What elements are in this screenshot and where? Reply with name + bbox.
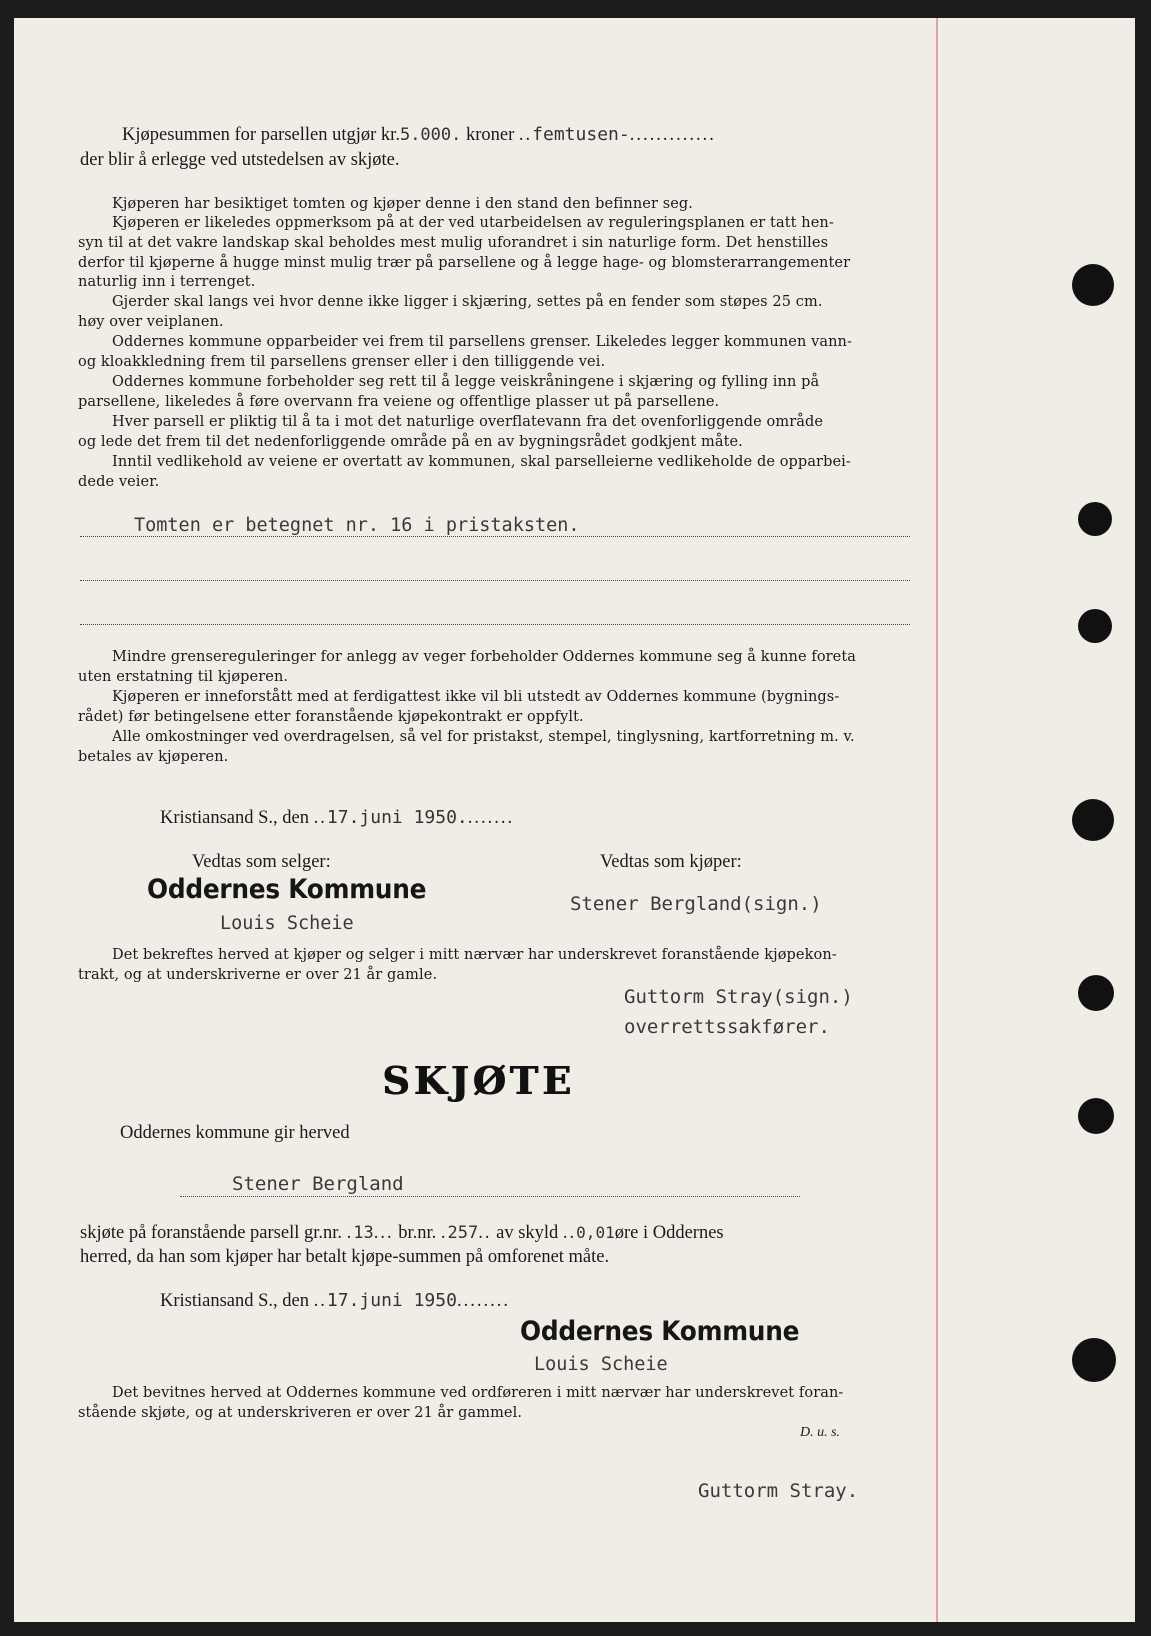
terms-line: og kloakkledning frem til parsellens grenser eller i den tilliggende vei. [78, 354, 606, 370]
fill-line [80, 536, 910, 537]
skyld-value: 0,01 [576, 1223, 615, 1242]
document-page [14, 18, 1135, 1622]
binder-hole [1078, 975, 1114, 1011]
witness-text-line: Det bekreftes herved at kjøper og selger i mitt nærvær har underskrevet foranstående kjøpekon- [112, 947, 837, 963]
terms-line: Oddernes kommune opparbeider vei frem til parsellens grenser. Likeledes legger kommunen vann- [112, 334, 852, 350]
terms-line: syn til at det vakre landskap skal beholdes mest mulig uforandret i sin naturlige form. Det henstilles [78, 235, 829, 251]
seller-stamp: Oddernes Kommune [147, 874, 427, 905]
binder-hole [1078, 502, 1112, 536]
contract-date-line: Kristiansand S., den ..17.juni 1950........ [160, 807, 515, 828]
buyer-signature: Stener Bergland(sign.) [570, 893, 822, 915]
deed-line-1: skjøte på foranstående parsell gr.nr. .13... br.nr. .257.. av skyld ..0,01øre i Oddernes [80, 1223, 724, 1243]
terms-line: dede veier. [78, 474, 160, 490]
conditions-line: rådet) før betingelsene etter foranstående kjøpekontrakt er oppfylt. [78, 709, 584, 725]
grantee-line [180, 1196, 800, 1197]
price-words: femtusen- [532, 124, 630, 145]
terms-line: Inntil vedlikehold av veiene er overtatt av kommunen, skal parselleierne vedlikeholde de opparbei- [112, 454, 851, 470]
deed-signer-stamp: Oddernes Kommune [520, 1316, 800, 1347]
terms-line: derfor til kjøperne å hugge minst mulig trær på parsellene og å legge hage- og blomsterarrangementer [78, 255, 851, 271]
terms-line: Gjerder skal langs vei hvor denne ikke ligger i skjæring, settes på en fender som støpes 25 cm. [112, 294, 823, 310]
buyer-label: Vedtas som kjøper: [600, 852, 742, 872]
margin-rule [936, 18, 938, 1622]
seller-label: Vedtas som selger: [192, 852, 331, 872]
conditions-line: uten erstatning til kjøperen. [78, 669, 289, 685]
deed-intro: Oddernes kommune gir herved [120, 1123, 350, 1143]
binder-hole [1072, 799, 1114, 841]
contract-date-value: 17.juni 1950. [326, 807, 468, 828]
terms-line: Hver parsell er pliktig til å ta i mot det naturlige overflatevann fra det ovenforliggende område [112, 414, 824, 430]
deed-grantee: Stener Bergland [232, 1173, 404, 1195]
deed-title: SKJØTE [382, 1058, 575, 1103]
conditions-line: Mindre grensereguleringer for anlegg av veger forbeholder Oddernes kommune seg å kunne foreta [112, 649, 857, 665]
deed-date-line: Kristiansand S., den ..17.juni 1950........ [160, 1290, 510, 1311]
price-amount: 5.000. [399, 125, 462, 145]
binder-hole [1072, 264, 1114, 306]
terms-line: høy over veiplanen. [78, 314, 224, 330]
terms-line: Oddernes kommune forbeholder seg rett til å legge veiskråningene i skjæring og fylling inn på [112, 374, 820, 390]
gnr-value: 13 [353, 1223, 374, 1243]
typed-note: Tomten er betegnet nr. 16 i pristaksten. [134, 515, 580, 536]
binder-hole [1078, 1098, 1114, 1134]
conditions-line: Alle omkostninger ved overdragelsen, så vel for pristakst, stempel, tinglysning, kartforretning m. v. [112, 729, 855, 745]
terms-line: naturlig inn i terrenget. [78, 274, 256, 290]
witness-signature: Guttorm Stray(sign.) [624, 986, 853, 1008]
price-line-2: der blir å erlegge ved utstedelsen av skjøte. [80, 150, 400, 170]
final-signature: Guttorm Stray. [698, 1480, 859, 1502]
binder-hole [1078, 609, 1112, 643]
terms-line: Kjøperen er likeledes oppmerksom på at der ved utarbeidelsen av reguleringsplanen er tatt hen- [112, 215, 834, 231]
binder-hole [1072, 1338, 1116, 1382]
conditions-line: Kjøperen er inneforstått med at ferdigattest ikke vil bli utstedt av Oddernes kommune (bygnings- [112, 689, 840, 705]
deed-date-value: 17.juni 1950 [326, 1290, 457, 1311]
conditions-line: betales av kjøperen. [78, 749, 229, 765]
deed-signer-signature: Louis Scheie [534, 1354, 668, 1375]
deed-line-2: herred, da han som kjøper har betalt kjøpe-summen på omforenet måte. [80, 1247, 610, 1267]
terms-line: og lede det frem til det nedenforliggende område på en av bygningsrådet godkjent måte. [78, 434, 743, 450]
dus-mark: D. u. s. [800, 1425, 841, 1440]
fill-line [80, 624, 910, 625]
witness-text-line: trakt, og at underskriverne er over 21 år gamle. [78, 967, 438, 983]
attest-text-line: Det bevitnes herved at Oddernes kommune ved ordføreren i mitt nærvær har underskrevet foran- [112, 1385, 844, 1401]
witness-title: overrettssakfører. [624, 1016, 830, 1038]
fill-line [80, 580, 910, 581]
seller-signature: Louis Scheie [220, 913, 354, 934]
bnr-value: 257 [447, 1223, 479, 1243]
attest-text-line: stående skjøte, og at underskriveren er over 21 år gammel. [78, 1405, 523, 1421]
price-line-1: Kjøpesummen for parsellen utgjør kr.5.000. kroner ..femtusen-............. [122, 124, 716, 145]
terms-line: Kjøperen har besiktiget tomten og kjøper denne i den stand den befinner seg. [112, 196, 694, 212]
terms-line: parsellene, likeledes å føre overvann fra veiene og offentlige plasser ut på parsellene. [78, 394, 720, 410]
